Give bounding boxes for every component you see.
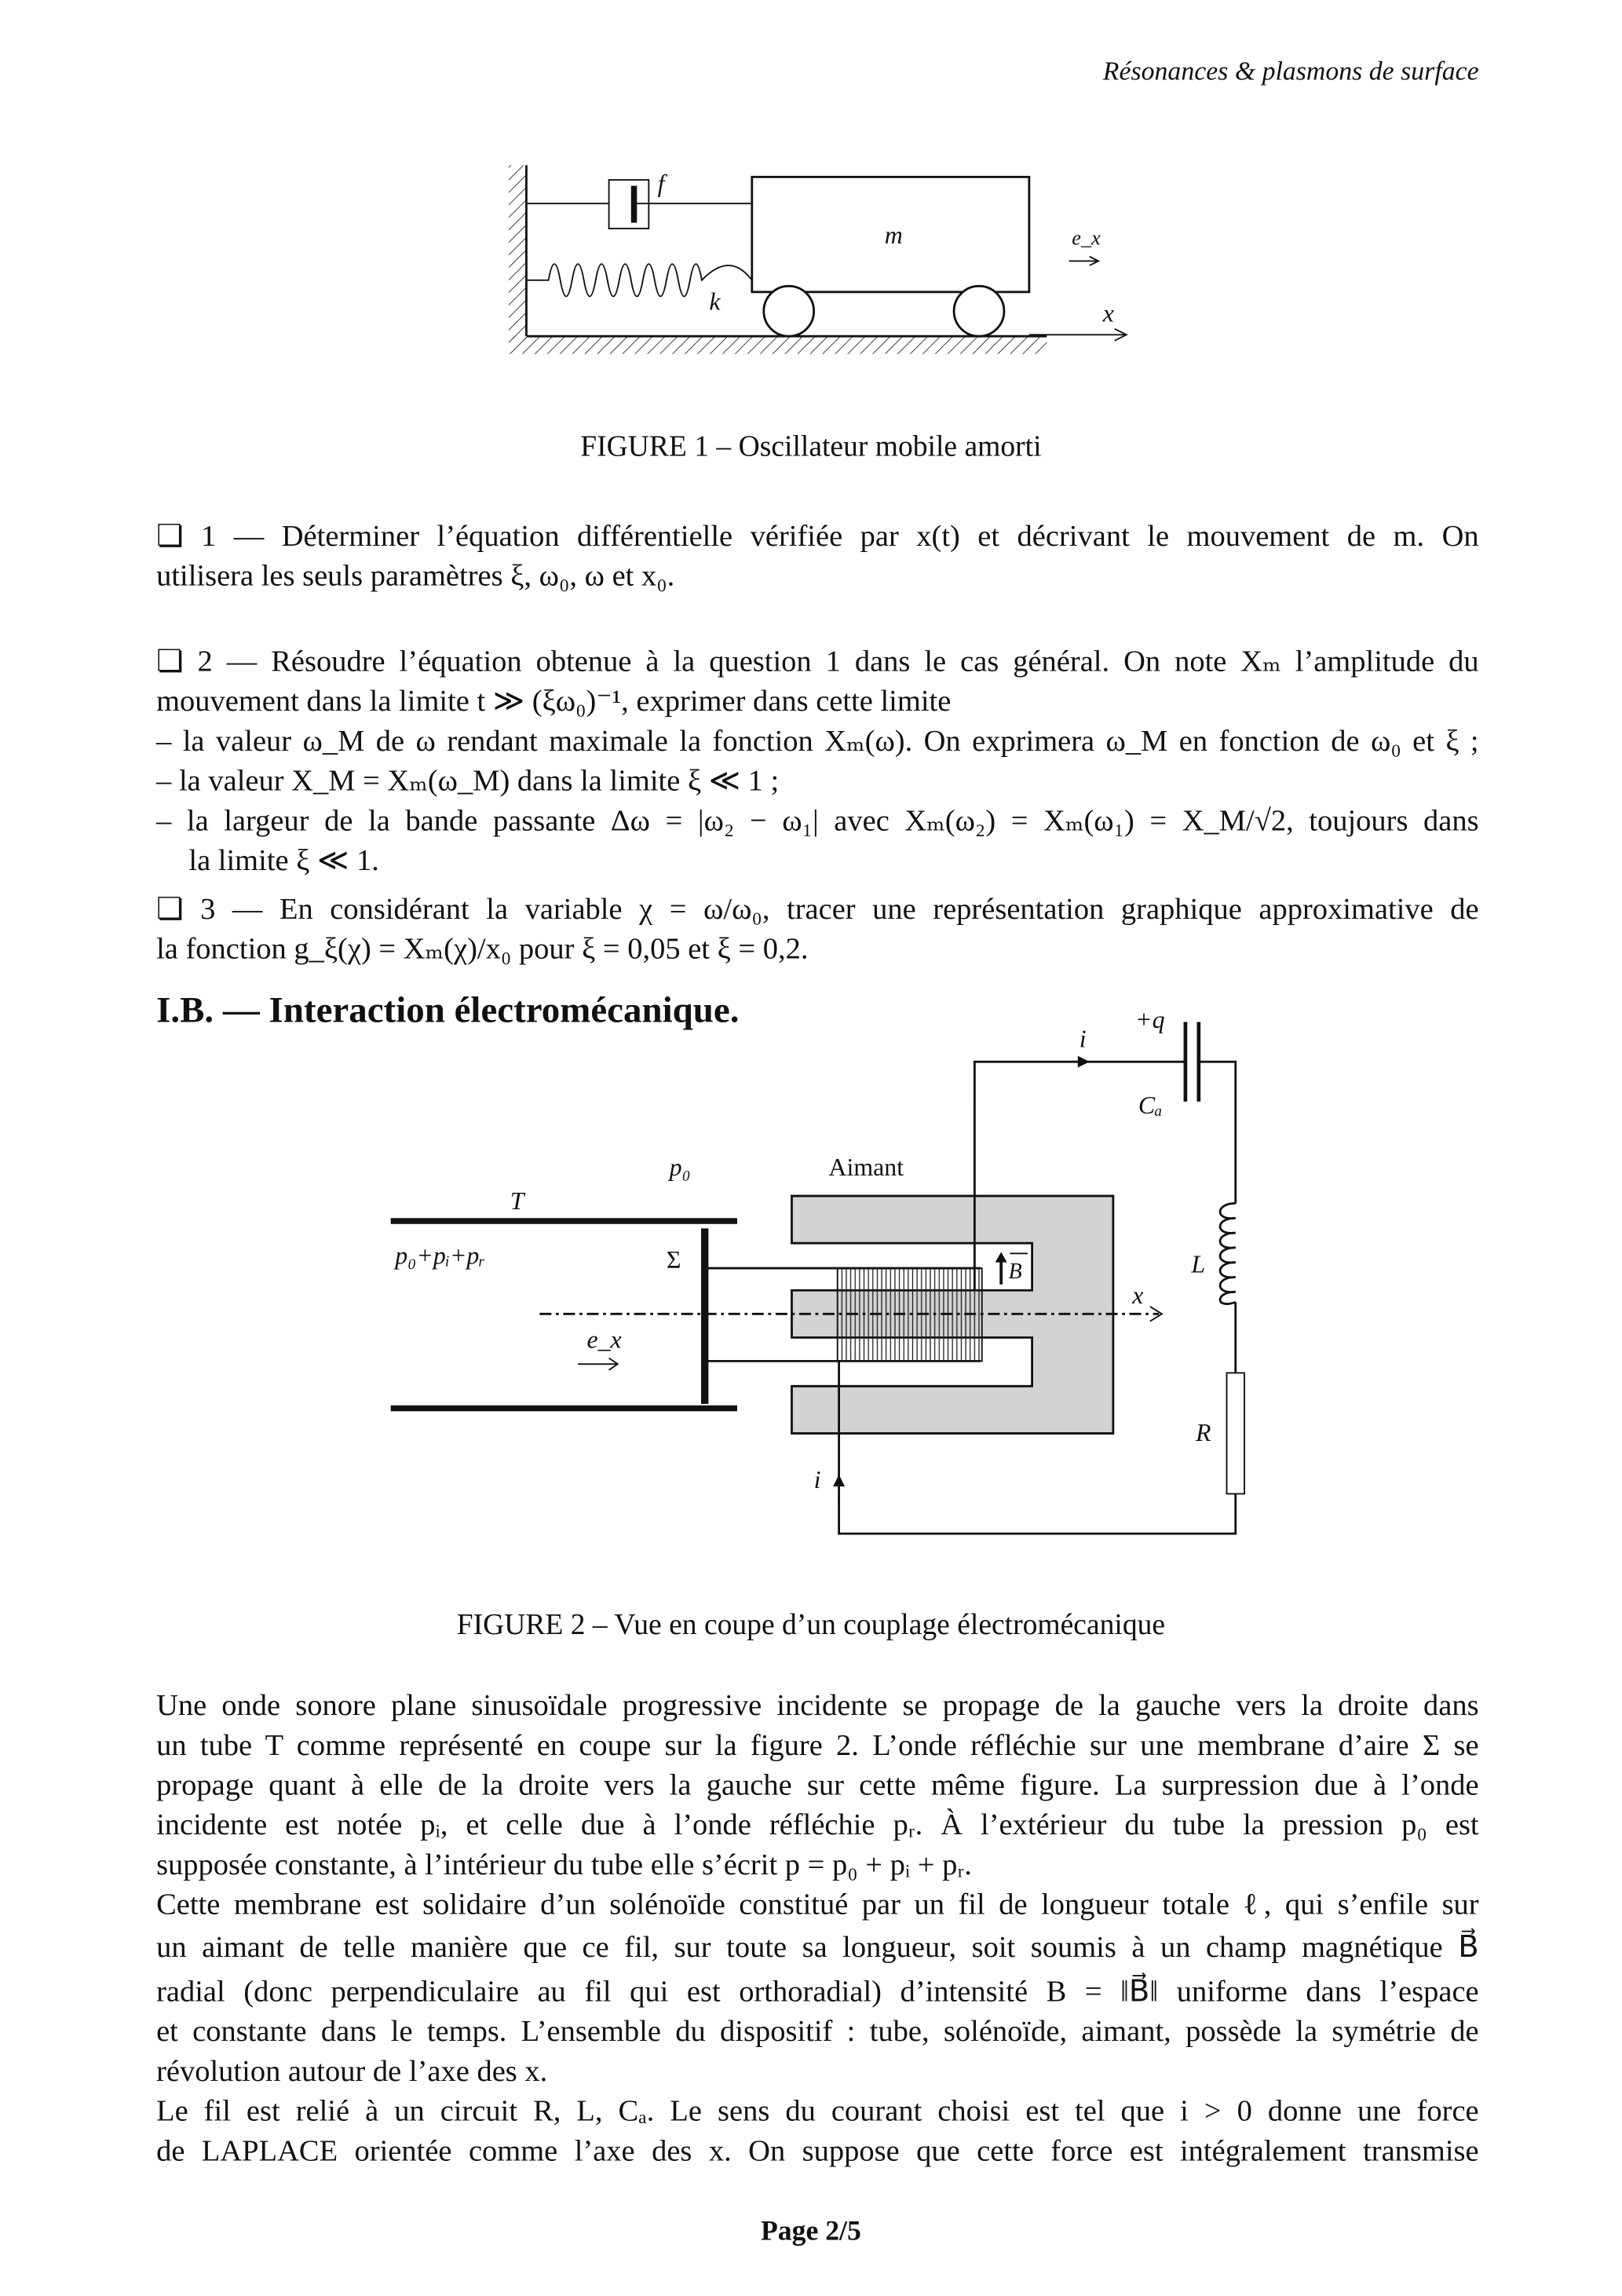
body-line: incidente est notée pᵢ, et celle due à l’onde réfléchie pᵣ. À l’extérieur du tube la pression p₀ est [156,1809,1479,1842]
question-2-line: la limite ξ ≪ 1. [188,845,379,878]
charge-label: +q [1135,1005,1165,1033]
capacitor [1185,1022,1199,1101]
wall [509,165,527,339]
figure-2-electromechanical [0,1003,1622,1563]
field-label: B [1008,1260,1022,1285]
damper [526,180,751,229]
section-heading: I.B. — Interaction électromécanique. [156,991,740,1031]
wheel [764,286,814,336]
question-3-line: ❏ 3 — En considérant la variable χ = ω/ω₀, tracer une représentation graphique approximative de [156,894,1479,927]
question-2-line: mouvement dans la limite t ≫ (ξω₀)⁻¹, exprimer dans cette limite [156,686,952,718]
question-2-line: – la valeur ω_M de ω rendant maximale la fonction Xₘ(ω). On exprimera ω_M en fonction de ω₀ et ξ ; [156,725,1479,759]
resistor-label: R [1196,1418,1211,1446]
body-line: supposée constante, à l’intérieur du tube elle s’écrit p = p₀ + pᵢ + pᵣ. [156,1849,972,1882]
question-1-line: ❏ 1 — Déterminer l’équation différentielle vérifiée par x(t) et décrivant le mouvement de m. On [156,520,1479,554]
body-line: propage quant à elle de la droite vers la gauche sur cette même figure. La surpression due à l’onde [156,1769,1479,1802]
figure-1-oscillator [0,0,1622,383]
body-line: révolution autour de l’axe des x. [156,2055,548,2089]
magnet-label: Aimant [828,1153,904,1181]
mass-label: m [884,221,903,249]
body-line: un tube T comme représenté en coupe sur la figure 2. L’onde réfléchie sur une membrane d’aire Σ se [156,1729,1479,1763]
unit-vector-label: e_x [1072,226,1101,250]
axis-label: x [1132,1281,1144,1310]
body-line: radial (donc perpendiculaire au fil qui est orthoradial) d’intensité B = ‖B⃗‖ uniforme dans l’espace [156,1976,1479,2009]
figure-1-caption: FIGURE 1 – Oscillateur mobile amorti [580,430,1042,463]
resistor [1226,1373,1244,1493]
inside-pressure-label: p₀+pᵢ+pᵣ [395,1241,486,1270]
current-label-bottom: i [813,1465,821,1493]
outside-pressure-label: p₀ [669,1153,691,1181]
inductor [1220,1203,1236,1303]
unit-vector-label: e_x [586,1325,622,1354]
wheel [954,286,1004,336]
body-line: un aimant de telle manière que ce fil, sur toute sa longueur, soit soumis à un champ magnétique B⃗ [156,1932,1479,1965]
damper-label: f [657,170,665,198]
tube-label: T [510,1186,524,1215]
question-2-line: – la valeur X_M = Xₘ(ω_M) dans la limite ξ ≪ 1 ; [156,765,780,798]
running-header: Résonances & plasmons de surface [1102,56,1479,86]
axis-label: x [1102,299,1114,327]
body-line: de LAPLACE orientée comme l’axe des x. On suppose que cette force est intégralement transmise [156,2135,1479,2168]
question-2-line: ❏ 2 — Résoudre l’équation obtenue à la question 1 dans le cas général. On note Xₘ l’amplitude du [156,645,1479,678]
body-line: Le fil est relié à un circuit R, L, Cₐ. Le sens du courant choisi est tel que i > 0 donne une force [156,2095,1479,2128]
question-1-line: utilisera les seuls paramètres ξ, ω₀, ω et x₀. [156,560,675,593]
current-label-top: i [1079,1025,1087,1053]
membrane-label: Σ [666,1246,681,1274]
figure-2-caption: FIGURE 2 – Vue en coupe d’un couplage électromécanique [456,1608,1166,1642]
inductor-label: L [1191,1250,1206,1278]
body-line: et constante dans le temps. L’ensemble du dispositif : tube, solénoïde, aimant, possède la symétrie de [156,2016,1479,2049]
question-2-line: – la largeur de la bande passante Δω = |ω₂ − ω₁| avec Xₘ(ω₂) = Xₘ(ω₁) = X_M/√2, toujours dans [156,805,1479,838]
capacitor-label: Cₐ [1138,1091,1163,1119]
body-line: Une onde sonore plane sinusoïdale progressive incidente se propage de la gauche vers la droite dans [156,1690,1479,1723]
spring-label: k [709,287,721,316]
question-3-line: la fonction g_ξ(χ) = Xₘ(χ)/x₀ pour ξ = 0,05 et ξ = 0,2. [156,933,809,967]
ground [509,336,1047,354]
body-line: Cette membrane est solidaire d’un solénoïde constitué par un fil de longueur totale ℓ, qui s’enfile sur [156,1888,1479,1922]
page-number: Page 2/5 [760,2216,861,2248]
